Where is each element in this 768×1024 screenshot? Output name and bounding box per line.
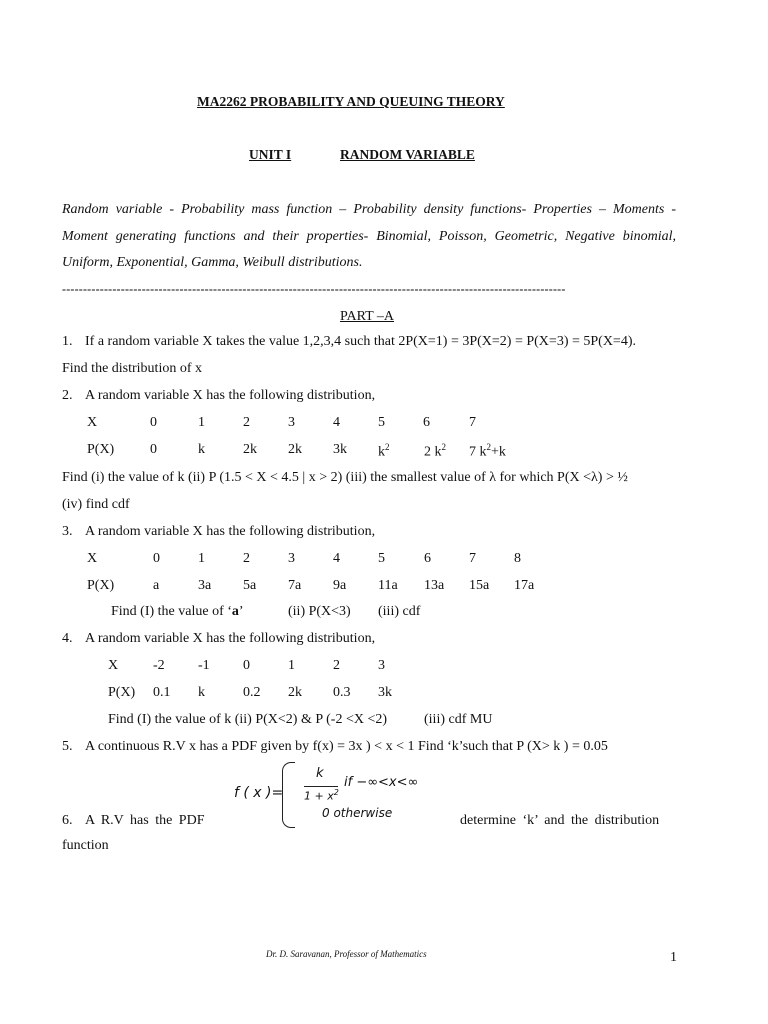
table-cell: 0 (150, 442, 157, 457)
question-number: 1. (62, 334, 73, 349)
superscript: 2 (333, 788, 339, 797)
table-cell: 15a (469, 578, 490, 593)
syllabus-text: Random variable - Probability mass function – Probability density functions- Properties – Moments - Moment generating functions and their properties- Binomial, Poisson, Geometric, Negative binomial, Uniform, Exponential, Gamma, Weibull distributions. (62, 202, 676, 270)
question-text: A random variable X has the following distribution, (85, 388, 376, 403)
table-cell: 8 (514, 551, 521, 566)
table-cell: P(X) (87, 578, 115, 593)
cell-text: +k (491, 444, 506, 460)
table-cell (378, 442, 390, 461)
question-number: 6. (62, 813, 73, 828)
table-cell: 9a (333, 578, 347, 593)
table-cell: 3 (288, 551, 295, 566)
question-find-iii: (iii) cdf MU (424, 712, 493, 727)
table-cell: 7 (469, 415, 476, 430)
table-cell: 3 (378, 658, 385, 673)
unit-label: UNIT I (249, 147, 292, 162)
table-cell: P(X) (87, 442, 115, 457)
table-cell: X (108, 658, 119, 673)
question-text: A random variable X has the following distribution, (85, 631, 376, 646)
table-cell: 2k (288, 442, 302, 457)
table-cell: 1 (198, 415, 205, 430)
table-cell: 11a (378, 578, 398, 593)
table-cell: 2k (243, 442, 257, 457)
table-cell: 3k (333, 442, 347, 457)
question-text-cont: Find the distribution of x (62, 361, 202, 376)
table-cell: X (87, 415, 98, 430)
question-find-ii: (ii) P(X<3) (288, 604, 351, 619)
table-cell: 0.3 (333, 685, 351, 700)
table-cell: 1 (198, 551, 205, 566)
table-cell: X (87, 551, 98, 566)
table-cell (469, 442, 506, 461)
table-cell: 4 (333, 415, 340, 430)
table-cell: 5 (378, 551, 385, 566)
table-cell: 0.1 (153, 685, 171, 700)
table-cell: 7a (288, 578, 302, 593)
question-number: 4. (62, 631, 73, 646)
cell-text: k (378, 444, 385, 460)
table-cell: 3k (378, 685, 392, 700)
equation-lhs: f ( x )= (234, 785, 284, 801)
question-text: A random variable X has the following distribution, (85, 524, 376, 539)
equation-otherwise: 0 otherwise (322, 806, 393, 820)
table-cell: -1 (198, 658, 210, 673)
find-var: a (231, 604, 239, 619)
table-cell (424, 442, 446, 461)
table-cell: P(X) (108, 685, 136, 700)
table-cell: -2 (153, 658, 165, 673)
cell-text: 2 k (424, 444, 442, 460)
table-cell: 3 (288, 415, 295, 430)
footer-author: Dr. D. Saravanan, Professor of Mathematics (266, 949, 427, 959)
table-cell: 6 (423, 415, 430, 430)
table-cell: 2k (288, 685, 302, 700)
question-find-iii: (iii) cdf (378, 604, 421, 619)
table-cell: 0 (150, 415, 157, 430)
separator: ------------------------------------------------------------------------------------------------------------------------ (62, 282, 566, 296)
table-cell: 7 (469, 551, 476, 566)
question-number: 3. (62, 524, 73, 539)
equation-numerator: k (316, 766, 324, 781)
table-cell: 2 (243, 415, 250, 430)
question-find-cont: (iv) find cdf (62, 497, 130, 512)
question-text: If a random variable X takes the value 1,2,3,4 such that 2P(X=1) = 3P(X=2) = P(X=3) = 5P(X=4). (85, 334, 636, 349)
question-text-cont: function (62, 838, 109, 853)
table-cell: 2 (243, 551, 250, 566)
table-cell: 0 (153, 551, 160, 566)
superscript: 2 (385, 442, 390, 452)
question-find (111, 604, 244, 620)
table-cell: a (153, 578, 160, 593)
question-text: A R.V has the PDF (85, 813, 205, 828)
table-cell: k (198, 442, 205, 457)
table-cell: 1 (288, 658, 295, 673)
table-cell: 5 (378, 415, 385, 430)
part-heading: PART –A (340, 309, 395, 324)
question-find: Find (i) the value of k (ii) P (1.5 < X < 4.5 | x > 2) (iii) the smallest value of λ for which P(X <λ) > ½ (62, 470, 628, 485)
find-text: Find (I) the value of ‘ (111, 604, 232, 619)
table-cell: k (198, 685, 205, 700)
question-number: 2. (62, 388, 73, 403)
unit-name: RANDOM VARIABLE (340, 147, 475, 162)
table-cell: 0 (243, 658, 250, 673)
document-title: MA2262 PROBABILITY AND QUEUING THEORY (197, 94, 505, 109)
find-quote: ’ (238, 604, 244, 619)
question-text: A continuous R.V x has a PDF given by f(x) = 3x ) < x < 1 Find ‘k’such that P (X> k ) = 0.05 (85, 739, 608, 754)
question-find: Find (I) the value of k (ii) P(X<2) & P (-2 <X <2) (108, 712, 388, 727)
superscript: 2 (486, 442, 491, 452)
superscript: 2 (441, 442, 446, 452)
table-cell: 17a (514, 578, 535, 593)
denominator-text: 1 + x (304, 789, 334, 803)
question-number: 5. (62, 739, 73, 754)
table-cell: 3a (198, 578, 212, 593)
fraction-line (304, 786, 338, 787)
table-cell: 4 (333, 551, 340, 566)
table-cell: 13a (424, 578, 445, 593)
table-cell: 2 (333, 658, 340, 673)
page-number: 1 (670, 950, 677, 965)
equation-brace (282, 762, 295, 828)
question-text-right: determine ‘k’ and the distribution (460, 813, 660, 828)
table-cell: 5a (243, 578, 257, 593)
table-cell: 0.2 (243, 685, 261, 700)
table-cell: 6 (424, 551, 431, 566)
equation-denominator (304, 788, 339, 803)
cell-text: 7 k (469, 444, 487, 460)
equation-condition: if −∞<x<∞ (344, 775, 419, 790)
